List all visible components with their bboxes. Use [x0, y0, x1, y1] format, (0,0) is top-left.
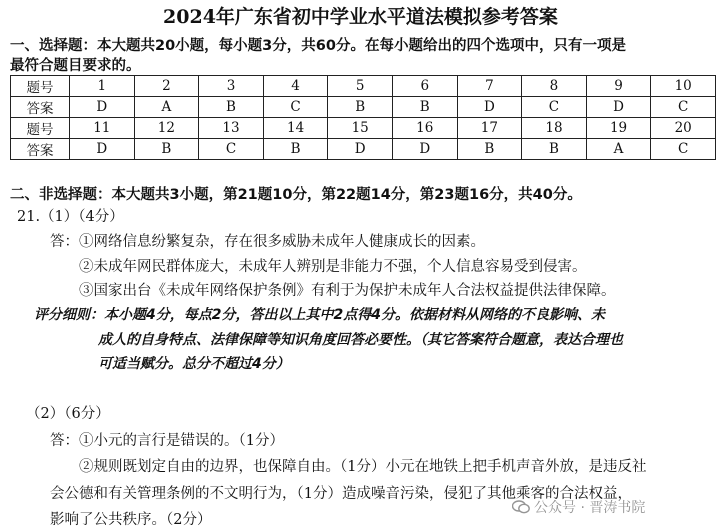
- table-cell: 15: [328, 118, 393, 139]
- answer-line: ②规则既划定自由的边界，也保障自由。（1分）小元在地铁上把手机声音外放，是违反社: [79, 459, 647, 475]
- table-cell: D: [70, 97, 135, 118]
- answer-line: 答：①网络信息纷繁复杂，存在很多威胁未成年人健康成长的因素。: [50, 234, 485, 250]
- table-cell: C: [263, 97, 328, 118]
- row-label: 答案: [11, 97, 70, 118]
- table-cell: 13: [199, 118, 264, 139]
- table-cell: 14: [263, 118, 328, 139]
- table-cell: B: [328, 97, 393, 118]
- answer-line: 会公德和有关管理条例的不文明行为，（1分）造成噪音污染，侵犯了其他乘客的合法权益，: [50, 486, 632, 502]
- table-cell: D: [586, 97, 651, 118]
- table-row: [11, 76, 716, 97]
- table-cell: 18: [522, 118, 587, 139]
- answer-table: [10, 75, 716, 160]
- table-cell: 8: [522, 76, 587, 97]
- answer-line: ②未成年网民群体庞大，未成年人辨别是非能力不强，个人信息容易受到侵害。: [79, 259, 587, 275]
- table-cell: D: [70, 139, 135, 160]
- table-cell: D: [457, 97, 522, 118]
- row-label: 题号: [11, 76, 70, 97]
- answer-line: 影响了公共秩序。（2分）: [50, 512, 212, 528]
- table-cell: B: [457, 139, 522, 160]
- scoring-rule-line: 评分细则：本小题4分，每点2分，答出以上其中2点得4分。依据材料从网络的不良影响、未: [34, 307, 605, 323]
- table-cell: 17: [457, 118, 522, 139]
- table-cell: D: [328, 139, 393, 160]
- table-cell: B: [263, 139, 328, 160]
- table-cell: 5: [328, 76, 393, 97]
- table-cell: 2: [134, 76, 199, 97]
- table-cell: 19: [586, 118, 651, 139]
- table-cell: 20: [651, 118, 716, 139]
- answer-line: ③国家出台《未成年网络保护条例》有利于为保护未成年人合法权益提供法律保障。: [79, 283, 616, 299]
- table-cell: 12: [134, 118, 199, 139]
- table-cell: A: [586, 139, 651, 160]
- table-row: [11, 118, 716, 139]
- table-cell: 7: [457, 76, 522, 97]
- row-label: 答案: [11, 139, 70, 160]
- question-21-2-heading: （2）（6分）: [26, 406, 110, 422]
- table-cell: C: [199, 139, 264, 160]
- row-label: 题号: [11, 118, 70, 139]
- table-cell: 4: [263, 76, 328, 97]
- table-cell: 9: [586, 76, 651, 97]
- table-cell: 16: [392, 118, 457, 139]
- section2-heading: 二、非选择题：本大题共3小题，第21题10分，第22题14分，第23题16分，共40分。: [10, 187, 582, 203]
- table-cell: B: [522, 139, 587, 160]
- table-cell: 1: [70, 76, 135, 97]
- table-cell: B: [392, 97, 457, 118]
- table-cell: C: [651, 139, 716, 160]
- page-title: 2024年广东省初中学业水平道法模拟参考答案: [163, 6, 558, 28]
- table-row: [11, 139, 716, 160]
- section1-heading-line1: 一、选择题：本大题共20小题，每小题3分，共60分。在每小题给出的四个选项中，只有一项是: [10, 38, 626, 54]
- table-row: [11, 97, 716, 118]
- table-cell: 6: [392, 76, 457, 97]
- table-cell: 10: [651, 76, 716, 97]
- scoring-rule-line: 可适当赋分。总分不超过4分）: [98, 356, 290, 372]
- watermark-text: 公众号 · 晋涛书院: [534, 500, 646, 516]
- table-cell: B: [134, 139, 199, 160]
- table-cell: 11: [70, 118, 135, 139]
- table-cell: C: [651, 97, 716, 118]
- question-21-1-heading: 21.（1）（4分）: [17, 209, 124, 225]
- table-cell: D: [392, 139, 457, 160]
- answer-line: 答：①小元的言行是错误的。（1分）: [50, 433, 284, 449]
- table-cell: C: [522, 97, 587, 118]
- watermark: [512, 497, 645, 517]
- table-cell: 3: [199, 76, 264, 97]
- scoring-rule-line: 成人的自身特点、法律保障等知识角度回答必要性。（其它答案符合题意，表达合理也: [98, 332, 623, 348]
- table-cell: B: [199, 97, 264, 118]
- wechat-icon: [512, 500, 530, 514]
- section1-heading-line2: 最符合题目要求的。: [10, 58, 141, 74]
- table-cell: A: [134, 97, 199, 118]
